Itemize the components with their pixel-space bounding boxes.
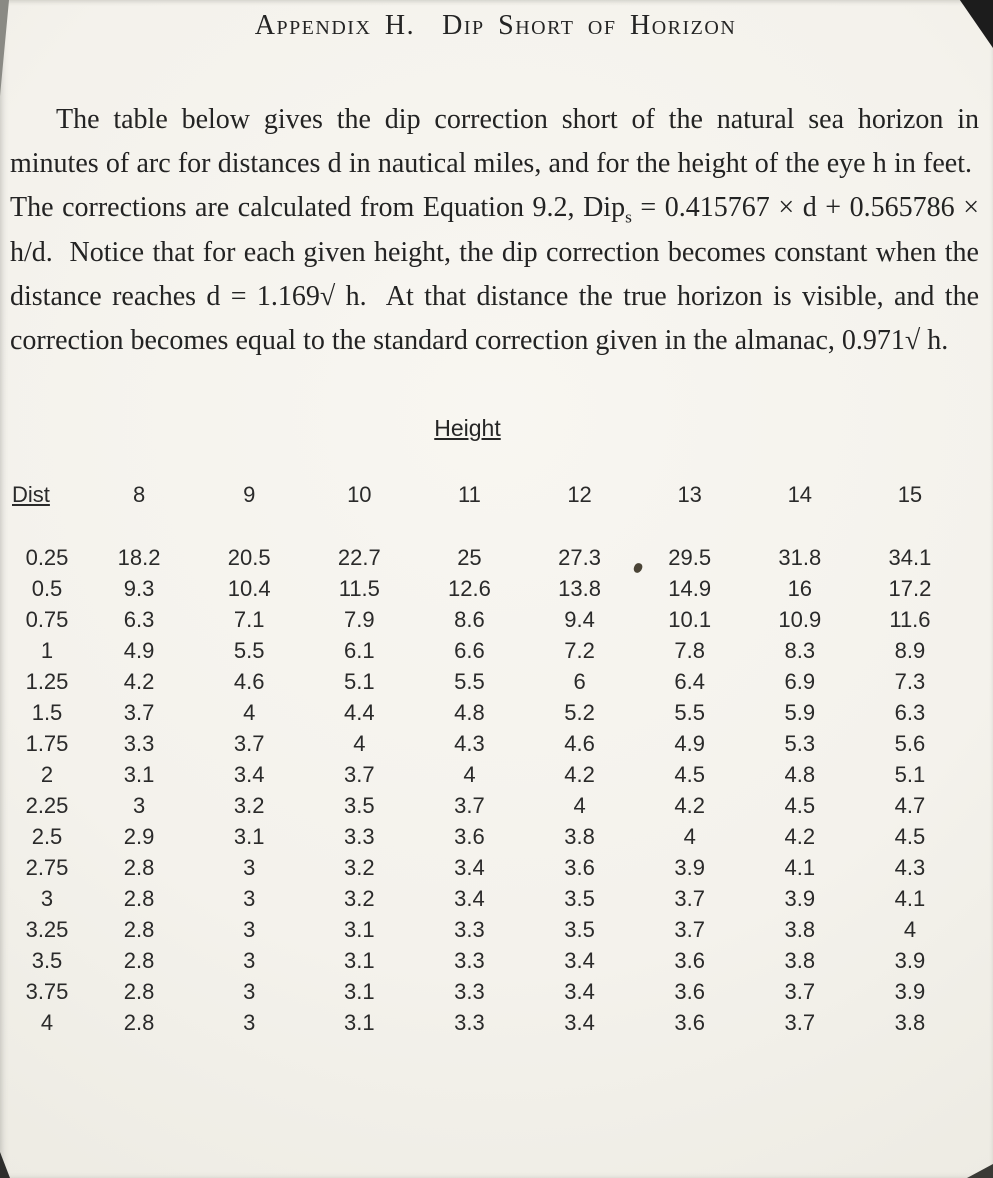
table-row — [10, 697, 965, 728]
dip-value: 4.3 — [454, 731, 485, 757]
dip-value: 4.9 — [674, 731, 705, 757]
col-header-height-12: 12 — [567, 482, 592, 508]
dip-value: 3.4 — [564, 948, 595, 974]
col-header-height-14: 14 — [787, 482, 813, 508]
intro-paragraph — [10, 98, 979, 363]
dip-value: 3.5 — [344, 793, 375, 819]
dip-value: 5.5 — [674, 700, 705, 726]
dip-value: 7.3 — [894, 669, 926, 695]
dip-subscript: s — [625, 208, 632, 228]
dip-value: 6.9 — [784, 669, 816, 695]
dip-value: 4.2 — [784, 824, 816, 850]
dip-value: 11.6 — [889, 607, 931, 633]
dip-value: 5.9 — [784, 700, 816, 726]
dip-value: 3.7 — [674, 917, 705, 943]
dip-correction-table — [10, 482, 965, 1038]
dip-value: 3.6 — [564, 855, 595, 881]
dip-value: 3.7 — [784, 1010, 816, 1036]
table-row — [10, 666, 965, 697]
dip-value: 3.6 — [674, 1010, 705, 1036]
dip-value: 4.6 — [564, 731, 595, 757]
table-row — [10, 790, 965, 821]
dist-value: 2.75 — [25, 855, 69, 881]
dip-value: 12.6 — [448, 576, 491, 602]
dip-value: 3.4 — [564, 1010, 595, 1036]
dip-value: 5.2 — [564, 700, 595, 726]
dip-value: 3 — [243, 886, 256, 912]
table-row — [10, 759, 965, 790]
dist-value: 0.25 — [25, 545, 69, 571]
table-row — [10, 635, 965, 666]
dip-value: 4 — [463, 762, 476, 788]
dip-value: 4.9 — [123, 638, 155, 664]
dip-value: 4.6 — [233, 669, 265, 695]
dip-value: 3 — [243, 948, 256, 974]
dip-value: 17.2 — [888, 576, 932, 602]
paragraph-text-2: = 0.415767 × d + 0.565786 × h/d. Notice that for each given height, the dip correction becomes constant when the distance reaches d = 1.169√ h. At that distance the true horizon is visible, and the correction becomes equal to the standard correction given in the almanac, 0.971√ h. — [10, 192, 979, 357]
dist-value: 1.75 — [25, 731, 69, 757]
dip-value: 2.8 — [123, 948, 155, 974]
dist-value: 2.25 — [25, 793, 69, 819]
dip-value: 34.1 — [888, 545, 932, 571]
dip-value: 3.3 — [454, 917, 485, 943]
dip-value: 3.4 — [233, 762, 265, 788]
dip-value: 3.3 — [454, 1010, 485, 1036]
table-row — [10, 604, 965, 635]
dip-value: 3.4 — [454, 855, 485, 881]
dip-value: 3.7 — [674, 886, 705, 912]
dip-value: 3.1 — [344, 917, 375, 943]
dip-value: 3.9 — [894, 979, 926, 1005]
dip-value: 3.8 — [564, 824, 595, 850]
dip-value: 3 — [243, 917, 256, 943]
dip-value: 4 — [243, 700, 256, 726]
dip-value: 20.5 — [227, 545, 271, 571]
dip-value: 4 — [683, 824, 696, 850]
dip-value: 3.2 — [344, 855, 375, 881]
dist-value: 1 — [40, 638, 54, 664]
dip-value: 5.6 — [894, 731, 926, 757]
dip-value: 10.9 — [778, 607, 822, 633]
table-row — [10, 573, 965, 604]
dist-value: 2.5 — [31, 824, 63, 850]
dip-value: 13.8 — [558, 576, 601, 602]
dip-value: 2.8 — [123, 979, 155, 1005]
table-body — [10, 542, 965, 1038]
dip-value: 3.3 — [344, 824, 375, 850]
dip-value: 4.2 — [564, 762, 595, 788]
dip-value: 3.5 — [564, 917, 595, 943]
dip-value: 3.4 — [454, 886, 485, 912]
dip-value: 3.1 — [123, 762, 155, 788]
dip-value: 6.4 — [674, 669, 705, 695]
dip-value: 27.3 — [558, 545, 601, 571]
col-header-height-13: 13 — [677, 482, 702, 508]
table-row — [10, 542, 965, 573]
dip-value: 8.6 — [454, 607, 485, 633]
dip-value: 3.6 — [674, 979, 705, 1005]
dip-value: 3.8 — [784, 948, 816, 974]
col-header-height-9: 9 — [243, 482, 256, 508]
dip-value: 18.2 — [117, 545, 161, 571]
dist-value: 4 — [40, 1010, 54, 1036]
table-header-row — [10, 482, 965, 542]
dist-value: 1.25 — [25, 669, 69, 695]
dip-value: 3.2 — [233, 793, 265, 819]
dip-value: 3.1 — [344, 1010, 375, 1036]
dip-value: 3.3 — [123, 731, 155, 757]
dip-value: 4.4 — [344, 700, 375, 726]
dip-value: 3.7 — [123, 700, 155, 726]
dip-value: 7.1 — [233, 607, 265, 633]
dip-value: 4.1 — [894, 886, 926, 912]
dip-value: 5.1 — [894, 762, 926, 788]
dip-value: 4.8 — [454, 700, 485, 726]
dip-value: 3.1 — [344, 979, 375, 1005]
scan-artifact-bottom-left — [0, 1152, 10, 1178]
dip-value: 22.7 — [337, 545, 381, 571]
col-header-height-10: 10 — [347, 482, 372, 508]
dip-value: 4.5 — [784, 793, 816, 819]
dip-value: 3 — [243, 979, 256, 1005]
dip-value: 8.9 — [894, 638, 926, 664]
dip-value: 2.8 — [123, 886, 155, 912]
dip-value: 6.1 — [344, 638, 375, 664]
dip-value: 3 — [243, 855, 256, 881]
dip-value: 3.7 — [344, 762, 375, 788]
table-row — [10, 914, 965, 945]
table-row — [10, 852, 965, 883]
dip-value: 3.6 — [454, 824, 485, 850]
dip-value: 7.2 — [564, 638, 595, 664]
dip-value: 29.5 — [668, 545, 712, 571]
dip-value: 3.8 — [784, 917, 816, 943]
dip-value: 4.5 — [894, 824, 926, 850]
dip-value: 5.5 — [454, 669, 485, 695]
dip-value: 4 — [353, 731, 366, 757]
dip-value: 3.8 — [894, 1010, 926, 1036]
dip-value: 9.3 — [123, 576, 155, 602]
dip-value: 3.1 — [344, 948, 375, 974]
table-row — [10, 976, 965, 1007]
table-row — [10, 728, 965, 759]
dip-value: 25 — [457, 545, 482, 571]
dip-value: 2.9 — [123, 824, 155, 850]
dip-value: 3 — [132, 793, 146, 819]
dip-value: 6.3 — [894, 700, 926, 726]
dip-value: 10.1 — [668, 607, 712, 633]
dip-value: 4 — [573, 793, 586, 819]
dip-value: 2.8 — [123, 917, 155, 943]
dist-value: 0.75 — [25, 607, 69, 633]
dip-value: 5.5 — [233, 638, 265, 664]
dip-value: 3.4 — [564, 979, 595, 1005]
dip-value: 31.8 — [778, 545, 822, 571]
dip-value: 3.9 — [894, 948, 926, 974]
dip-value: 3.3 — [454, 948, 485, 974]
dist-value: 3.5 — [31, 948, 63, 974]
dip-value: 4.1 — [784, 855, 816, 881]
dip-value: 10.4 — [227, 576, 271, 602]
dip-value: 3.9 — [784, 886, 816, 912]
dip-value: 4.2 — [674, 793, 705, 819]
dip-value: 5.3 — [784, 731, 816, 757]
dip-value: 5.1 — [344, 669, 375, 695]
table-row — [10, 945, 965, 976]
scan-artifact-bottom-right — [967, 1164, 993, 1178]
dip-value: 2.8 — [123, 1010, 155, 1036]
dip-value: 9.4 — [564, 607, 595, 633]
table-group-header-row — [0, 415, 953, 442]
col-header-height-15: 15 — [897, 482, 923, 508]
page-title: Appendix H. Dip Short of Horizon — [254, 10, 737, 41]
dip-value: 4.8 — [784, 762, 816, 788]
dist-value: 1.5 — [31, 700, 63, 726]
dip-value: 14.9 — [668, 576, 712, 602]
dip-value: 7.8 — [674, 638, 705, 664]
dip-value: 11.5 — [338, 576, 380, 602]
table-row — [10, 821, 965, 852]
dip-value: 6 — [573, 669, 586, 695]
height-group-header: Height — [434, 415, 501, 442]
dip-value: 3.7 — [454, 793, 485, 819]
col-header-height-11: 11 — [458, 482, 481, 508]
table-row — [10, 883, 965, 914]
dip-value: 3.9 — [674, 855, 705, 881]
dip-value: 2.8 — [123, 855, 155, 881]
paragraph-text-1: The table below gives the dip correction short of the natural sea horizon in minutes of arc for distances d in nautical miles, and for the height of the eye h in feet. The corrections are calculated from Equation 9.2, Dip — [10, 104, 979, 224]
col-header-height-8: 8 — [132, 482, 146, 508]
dist-value: 3.25 — [25, 917, 69, 943]
dip-value: 4 — [903, 917, 917, 943]
dip-value: 3.3 — [454, 979, 485, 1005]
dip-value: 8.3 — [784, 638, 816, 664]
dip-value: 3.7 — [233, 731, 265, 757]
dip-value: 3.7 — [784, 979, 816, 1005]
dip-value: 4.5 — [674, 762, 705, 788]
dip-value: 3 — [243, 1010, 256, 1036]
scan-artifact-top-left — [0, 0, 9, 96]
dist-value: 3.75 — [25, 979, 69, 1005]
dip-value: 6.6 — [454, 638, 485, 664]
dip-value: 7.9 — [344, 607, 375, 633]
dip-value: 3.5 — [564, 886, 595, 912]
dip-value: 3.2 — [344, 886, 375, 912]
dip-value: 4.2 — [123, 669, 155, 695]
table-row — [10, 1007, 965, 1038]
dip-value: 6.3 — [123, 607, 155, 633]
dip-value: 4.7 — [894, 793, 926, 819]
col-header-dist: Dist — [12, 482, 50, 508]
dist-value: 0.5 — [31, 576, 63, 602]
dip-value: 16 — [787, 576, 813, 602]
dist-value: 2 — [40, 762, 54, 788]
dist-value: 3 — [40, 886, 54, 912]
dip-value: 3.1 — [233, 824, 265, 850]
dip-value: 3.6 — [674, 948, 705, 974]
dip-value: 4.3 — [894, 855, 926, 881]
